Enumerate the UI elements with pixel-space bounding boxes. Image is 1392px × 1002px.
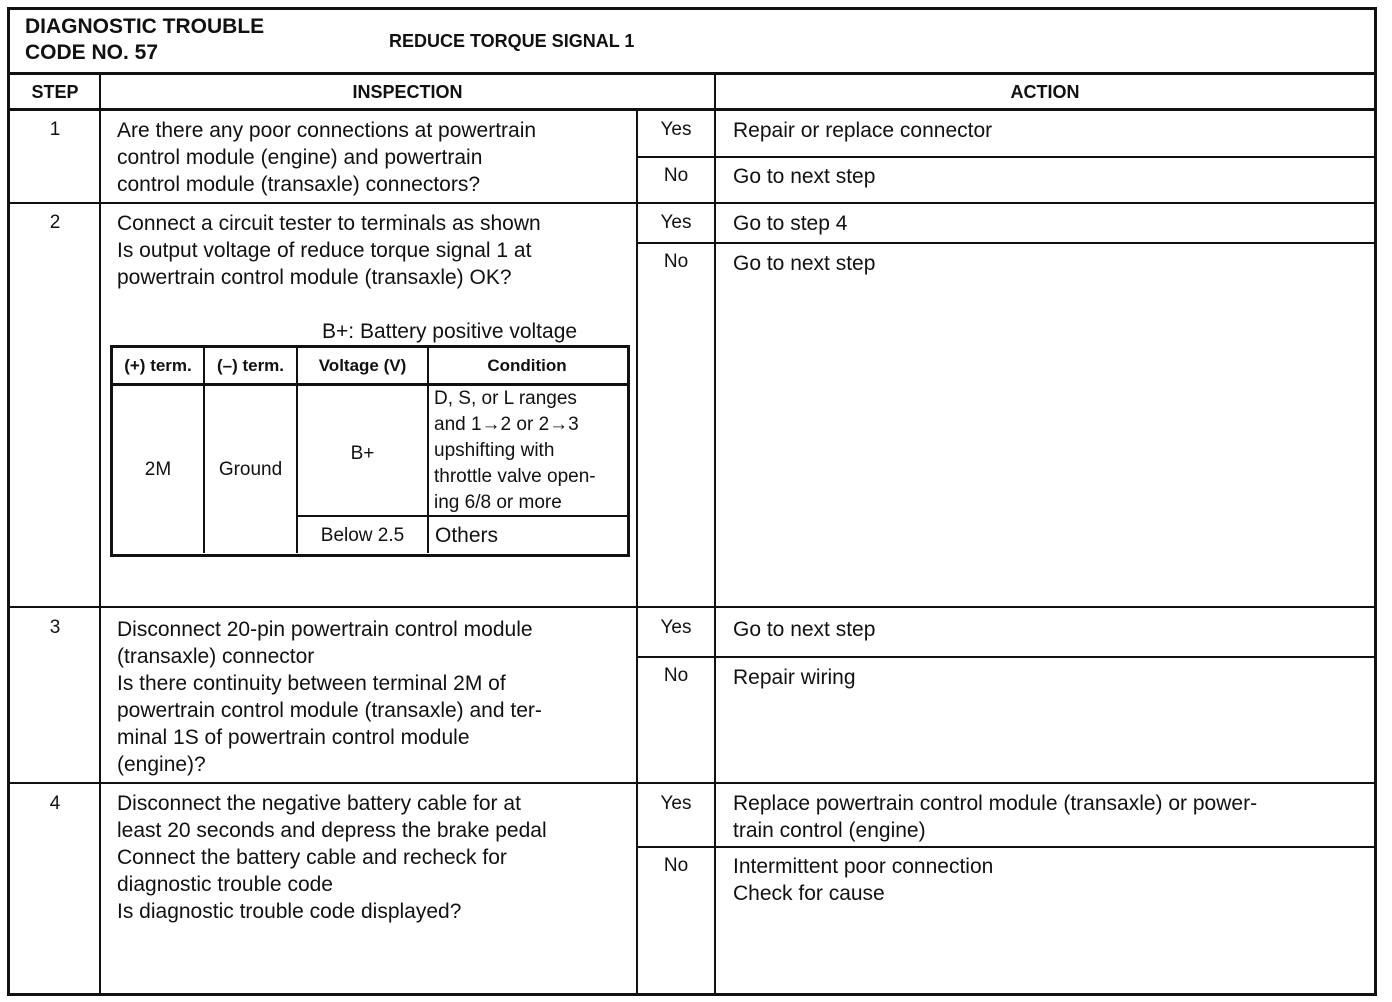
divider xyxy=(637,242,1377,244)
yes-action: Repair or replace connector xyxy=(733,119,993,142)
no-action: Go to next step xyxy=(733,252,876,275)
step-inspection: Are there any poor connections at powertrain control module (engine) and powertrain control module (transaxle) connectors? xyxy=(117,119,537,196)
pos-term-value: 2M xyxy=(144,459,172,480)
no-label: No xyxy=(663,165,689,186)
step-inspection: Disconnect 20-pin powertrain control module (transaxle) connector Is there continuity between terminal 2M of powertrain control module (transaxle) and ter- minal 1S of powertrain control module (engine)? xyxy=(117,618,542,776)
voltage-value: Below 2.5 xyxy=(320,525,405,546)
column-inspection: INSPECTION xyxy=(352,82,463,102)
no-label: No xyxy=(663,251,689,272)
divider xyxy=(8,108,1377,111)
border xyxy=(8,993,1377,996)
battery-voltage-note: B+: Battery positive voltage xyxy=(322,320,578,343)
yes-label: Yes xyxy=(660,212,692,233)
divider xyxy=(637,656,1377,658)
no-action: Go to next step xyxy=(733,165,876,188)
divider xyxy=(8,782,1377,784)
header-condition: Condition xyxy=(487,356,567,375)
no-action: Intermittent poor connection Check for cause xyxy=(733,855,994,905)
code-title: DIAGNOSTIC TROUBLE CODE NO. 57 xyxy=(25,15,265,64)
yes-label: Yes xyxy=(660,793,692,814)
divider xyxy=(637,156,1377,158)
yes-label: Yes xyxy=(660,119,692,140)
step-number: 2 xyxy=(49,212,61,233)
yes-action: Go to step 4 xyxy=(733,212,848,235)
step-number: 1 xyxy=(49,119,61,140)
column-step: STEP xyxy=(31,82,79,102)
step-number: 4 xyxy=(49,793,61,814)
column-action: ACTION xyxy=(1010,82,1080,102)
border xyxy=(7,7,10,996)
no-label: No xyxy=(663,855,689,876)
border xyxy=(8,7,1377,10)
step-number: 3 xyxy=(49,617,61,638)
divider xyxy=(8,606,1377,608)
step-inspection: Disconnect the negative battery cable for at least 20 seconds and depress the brake pedal Connect the battery cable and recheck for diagnostic trouble code Is diagnostic trouble code displayed? xyxy=(117,792,547,923)
no-label: No xyxy=(663,665,689,686)
condition-value: Others xyxy=(435,524,499,547)
no-action: Repair wiring xyxy=(733,666,856,689)
yes-action: Replace powertrain control module (transaxle) or power- train control (engine) xyxy=(733,792,1258,842)
step-inspection: Connect a circuit tester to terminals as shown Is output voltage of reduce torque signal 1 at powertrain control module (transaxle) OK? xyxy=(117,212,541,289)
divider xyxy=(8,202,1377,204)
neg-term-value: Ground xyxy=(218,459,283,480)
header-pos-term: (+) term. xyxy=(124,356,192,375)
subject-title: REDUCE TORQUE SIGNAL 1 xyxy=(389,31,635,51)
divider xyxy=(714,73,716,995)
divider xyxy=(8,72,1377,75)
voltage-value: B+ xyxy=(350,443,375,464)
yes-label: Yes xyxy=(660,617,692,638)
divider xyxy=(637,846,1377,848)
condition-value: D, S, or L ranges and 1→2 or 2→3 upshifting with throttle valve open- ing 6/8 or more xyxy=(434,388,596,513)
header-voltage: Voltage (V) xyxy=(318,356,407,375)
header-neg-term: (–) term. xyxy=(216,356,285,375)
yes-action: Go to next step xyxy=(733,618,876,641)
